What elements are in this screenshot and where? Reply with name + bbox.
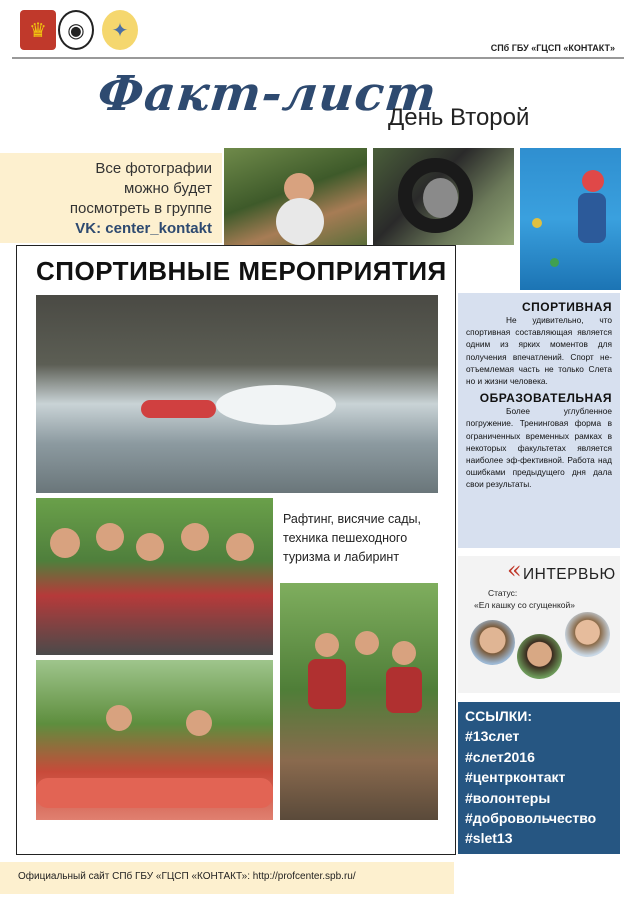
photo-caption: Рафтинг, висячие сады, техника пешеходного туризма и лабиринт <box>283 512 421 564</box>
quote-mark-icon: « <box>507 556 522 584</box>
info-box <box>458 293 620 548</box>
links-title: ССЫЛКИ: <box>465 708 533 724</box>
angel-logo-icon: ✦ <box>102 10 138 50</box>
notice-line-2: можно будет <box>123 180 212 197</box>
photo-raft-on-land <box>36 660 273 820</box>
notice-line-1: Все фотографии <box>95 160 212 177</box>
header-divider <box>12 57 624 59</box>
status-text: «Ел кашку со сгущенкой» <box>474 600 575 610</box>
hashtag-link[interactable]: #слет2016 <box>465 748 535 765</box>
section-title: СПОРТИВНЫЕ МЕРОПРИЯТИЯ <box>36 256 447 286</box>
education-heading: ОБРАЗОВАТЕЛЬНАЯ <box>479 391 612 406</box>
photo-rafting-river <box>36 295 438 493</box>
education-paragraph: Более углубленное погружение. Тренинговая форма в ограниченных временных рамках в некоторых факультетах является наиболее эф-фективной. Работа над ошибками предыдущего дня дала свои результаты. <box>466 406 612 490</box>
photo-notice <box>0 153 222 243</box>
coat-of-arms-icon: ♛ <box>20 10 56 50</box>
interviewee-photo-3 <box>565 612 610 657</box>
photo-tire-obstacle <box>373 148 514 245</box>
organization-name: СПб ГБУ «ГЦСП «КОНТАКТ» <box>490 43 615 53</box>
sport-paragraph: Не удивительно, что спортивная составляющая является одним из ярких моментов для получения впечатлений. Спорт не-отъемлемая часть не только Слета но и жизни человека. <box>466 315 612 387</box>
kontakt-logo-icon: ◉ <box>58 10 94 50</box>
interviewee-photo-1 <box>470 620 515 665</box>
hashtag-link[interactable]: #добровольчество <box>465 810 597 827</box>
photo-group-lifejackets <box>36 498 273 655</box>
sport-heading: СПОРТИВНАЯ <box>521 300 612 314</box>
hashtag-link[interactable]: #волонтеры <box>465 789 551 806</box>
hashtag-link[interactable]: #slet13 <box>465 830 513 847</box>
interviewee-photo-2 <box>517 634 562 679</box>
photo-climbing-wall <box>520 148 621 290</box>
hashtag-link[interactable]: #13слет <box>465 728 520 745</box>
interview-title: ИНТЕРВЬЮ <box>523 566 616 583</box>
links-box <box>458 702 620 854</box>
status-label: Статус: <box>488 588 518 598</box>
day-subtitle: День Второй <box>388 104 530 131</box>
photo-three-guys <box>280 583 438 820</box>
notice-line-3: посмотреть в группе <box>69 200 212 217</box>
vk-group-link[interactable]: VK: center_kontakt <box>75 220 212 237</box>
hashtag-link[interactable]: #центрконтакт <box>465 769 566 786</box>
footer-website[interactable]: Официальный сайт СПб ГБУ «ГЦСП «КОНТАКТ»: http://profcenter.spb.ru/ <box>0 862 454 894</box>
page-title: Факт-лист <box>95 66 440 122</box>
photo-rope-course <box>224 148 367 245</box>
interview-status <box>474 587 614 611</box>
